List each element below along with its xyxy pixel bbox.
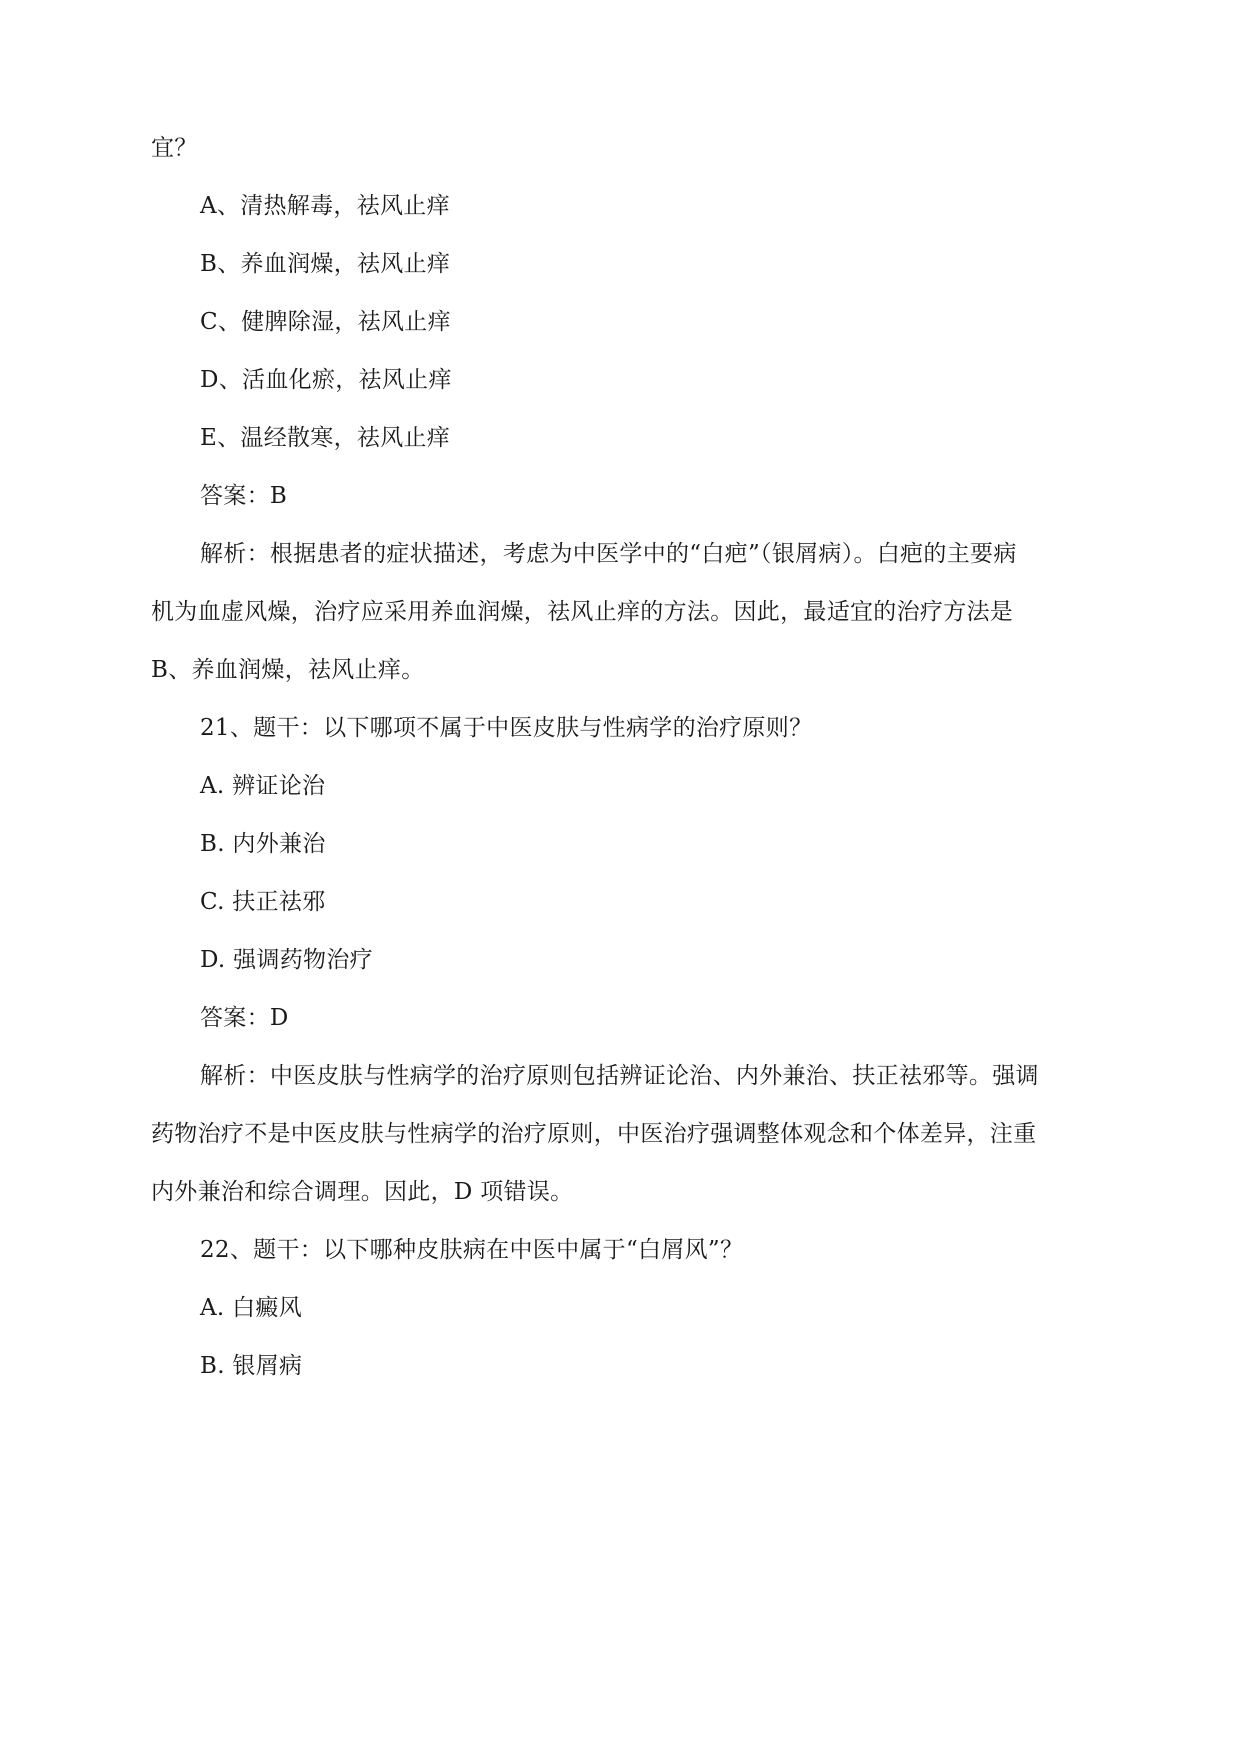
q22-stem: 22、题干：以下哪种皮肤病在中医中属于“白屑风”？ xyxy=(200,1237,744,1263)
q20-stem-tail: 宜？ xyxy=(151,135,198,161)
q20-option-b: B、养血润燥，祛风止痒 xyxy=(200,251,451,277)
q20-answer: 答案：B xyxy=(200,483,288,509)
q20-option-e: E、温经散寒，祛风止痒 xyxy=(200,425,451,451)
q20-option-d: D、活血化瘀，祛风止痒 xyxy=(200,367,452,393)
q20-option-c: C、健脾除湿，祛风止痒 xyxy=(200,309,451,335)
q20-analysis-line-3: B、养血润燥，祛风止痒。 xyxy=(151,657,425,683)
q21-analysis-line-1: 解析：中医皮肤与性病学的治疗原则包括辨证论治、内外兼治、扶正祛邪等。强调 xyxy=(200,1063,1039,1089)
q20-analysis-line-2: 机为血虚风燥，治疗应采用养血润燥，祛风止痒的方法。因此，最适宜的治疗方法是 xyxy=(151,599,1014,625)
q21-option-a: A. 辨证论治 xyxy=(200,773,326,799)
q21-stem: 21、题干：以下哪项不属于中医皮肤与性病学的治疗原则？ xyxy=(200,715,813,741)
q20-analysis-line-1: 解析：根据患者的症状描述，考虑为中医学中的“白疤”（银屑病）。白疤的主要病 xyxy=(200,541,1017,567)
q22-option-b: B. 银屑病 xyxy=(200,1353,303,1379)
q21-answer: 答案：D xyxy=(200,1005,289,1031)
q21-option-c: C. 扶正祛邪 xyxy=(200,889,326,915)
q21-option-b: B. 内外兼治 xyxy=(200,831,326,857)
q20-option-a: A、清热解毒，祛风止痒 xyxy=(200,193,450,219)
q21-analysis-line-2: 药物治疗不是中医皮肤与性病学的治疗原则，中医治疗强调整体观念和个体差异，注重 xyxy=(151,1121,1037,1147)
q21-analysis-line-3: 内外兼治和综合调理。因此，D 项错误。 xyxy=(151,1179,574,1205)
q22-option-a: A. 白癜风 xyxy=(200,1295,303,1321)
q21-option-d: D. 强调药物治疗 xyxy=(200,947,373,973)
